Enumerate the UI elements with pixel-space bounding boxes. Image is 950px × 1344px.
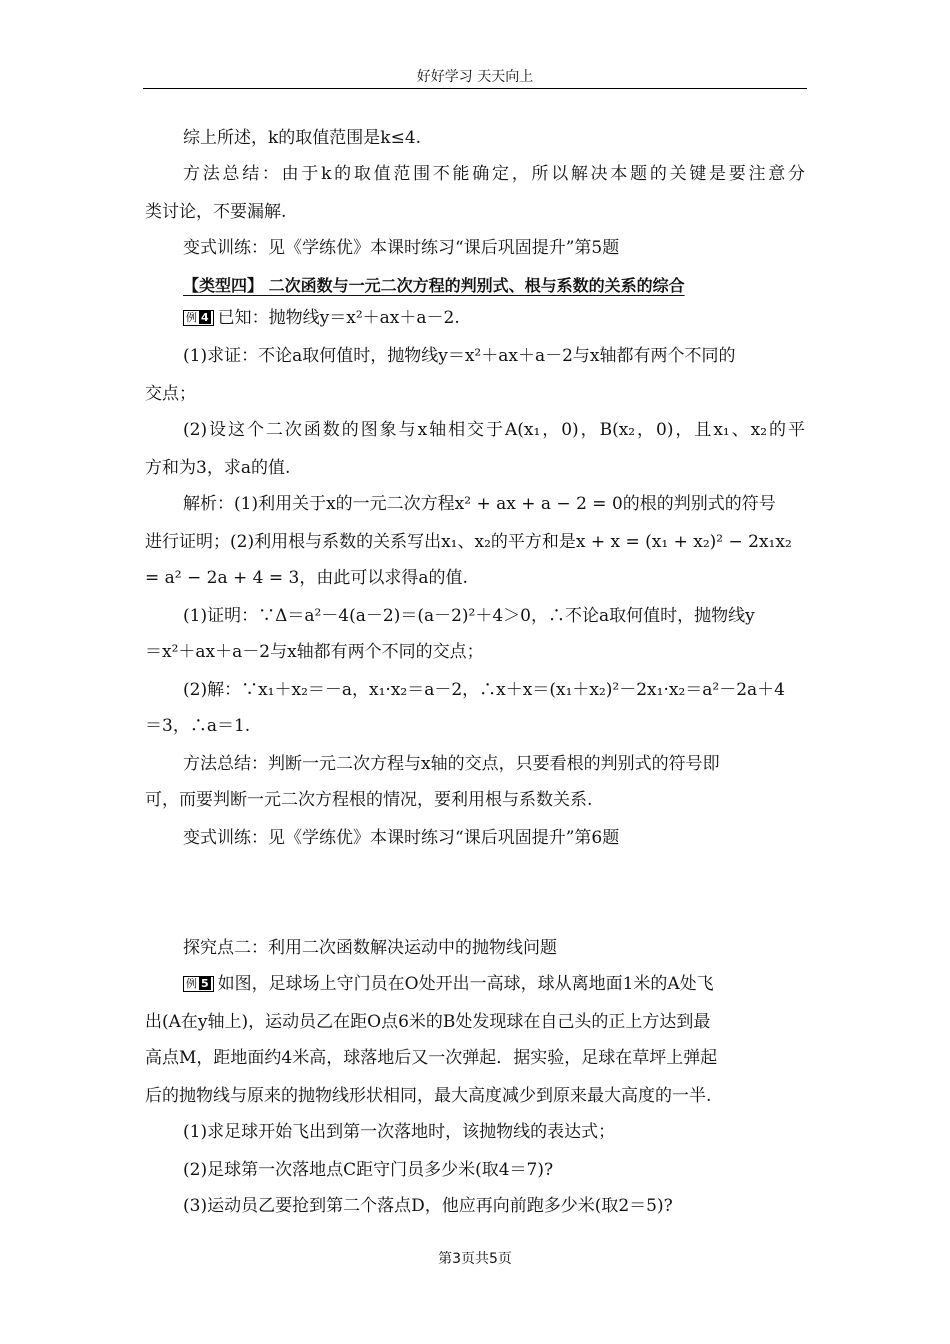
method-summary-2-cont: 可，而要判断一元二次方程根的情况，要利用根与系数关系. xyxy=(145,790,593,810)
solution-line-2: ＝3，∴a＝1. xyxy=(145,716,251,736)
example-5-question-2: (2)足球第一次落地点C距守门员多少米(取4＝7)? xyxy=(183,1160,554,1180)
page-header: 好好学习 天天向上 xyxy=(416,69,534,85)
explore-point-2-heading: 探究点二：利用二次函数解决运动中的抛物线问题 xyxy=(183,938,557,958)
method-summary-2: 方法总结：判断一元二次方程与x轴的交点，只要看根的判别式的符号即 xyxy=(183,754,720,774)
method-summary-1-cont: 类讨论，不要漏解. xyxy=(145,202,287,222)
example-4-badge: 例 4 xyxy=(183,310,214,326)
example-4-part1-cont: 交点； xyxy=(145,384,196,404)
example-5-line-2: 出(A在y轴上)，运动员乙在距O点6米的B处发现球在自己头的正上方达到最 xyxy=(145,1012,711,1032)
example-5-question-3: (3)运动员乙要抢到第二个落点D，他应再向前跑多少米(取2＝5)? xyxy=(183,1196,673,1216)
example-4-part2-cont: 方和为3，求a的值. xyxy=(145,458,291,478)
conclusion-line: 综上所述，k的取值范围是k≤4. xyxy=(183,128,422,148)
example-5-question-1: (1)求足球开始飞出到第一次落地时，该抛物线的表达式； xyxy=(183,1122,616,1142)
example-4-part2: (2)设这个二次函数的图象与x轴相交于A(x₁，0)，B(x₂，0)，且x₁、x₂的平 xyxy=(183,420,805,440)
analysis-line-3: = a² − 2a + 4 = 3，由此可以求得a的值. xyxy=(145,568,468,588)
solution-line-1: (2)解：∵x₁＋x₂＝－a，x₁·x₂＝a－2，∴x＋x＝(x₁＋x₂)²－2x₁·x₂＝a²－2a＋4 xyxy=(183,680,785,700)
variant-training-1: 变式训练：见《学练优》本课时练习“课后巩固提升”第5题 xyxy=(183,238,620,258)
example-4-part1: (1)求证：不论a取何值时，抛物线y＝x²＋ax＋a－2与x轴都有两个不同的 xyxy=(183,346,736,366)
example-5-badge: 例 5 xyxy=(183,976,214,992)
analysis-line-2: 进行证明；(2)利用根与系数的关系写出x₁、x₂的平方和是x + x = (x₁ + x₂)² − 2x₁x₂ xyxy=(145,532,792,552)
method-summary-1: 方法总结：由于k的取值范围不能确定，所以解决本题的关键是要注意分 xyxy=(183,164,805,184)
variant-training-2: 变式训练：见《学练优》本课时练习“课后巩固提升”第6题 xyxy=(183,828,620,848)
type-four-heading: 【类型四】 二次函数与一元二次方程的判别式、根与系数的关系的综合 xyxy=(183,276,685,295)
header-rule xyxy=(143,88,807,89)
proof-line-1: (1)证明：∵Δ＝a²－4(a－2)＝(a－2)²＋4＞0，∴不论a取何值时，抛物线y xyxy=(183,606,755,626)
example-5-line-4: 后的抛物线与原来的抛物线形状相同，最大高度减少到原来最大高度的一半. xyxy=(145,1086,712,1106)
analysis-line-1: 解析：(1)利用关于x的一元二次方程x² + ax + a − 2 = 0的根的判别式的符号 xyxy=(183,494,776,514)
example-5-line-1: 例 5 如图，足球场上守门员在O处开出一高球，球从离地面1米的A处飞 xyxy=(183,972,714,996)
example-4-statement: 例 4 已知：抛物线y＝x²＋ax＋a－2. xyxy=(183,306,460,330)
proof-line-2: ＝x²＋ax＋a－2与x轴都有两个不同的交点； xyxy=(145,642,484,662)
page-footer: 第3页共5页 xyxy=(438,1251,512,1267)
example-5-line-3: 高点M，距地面约4米高，球落地后又一次弹起．据实验，足球在草坪上弹起 xyxy=(145,1048,718,1068)
